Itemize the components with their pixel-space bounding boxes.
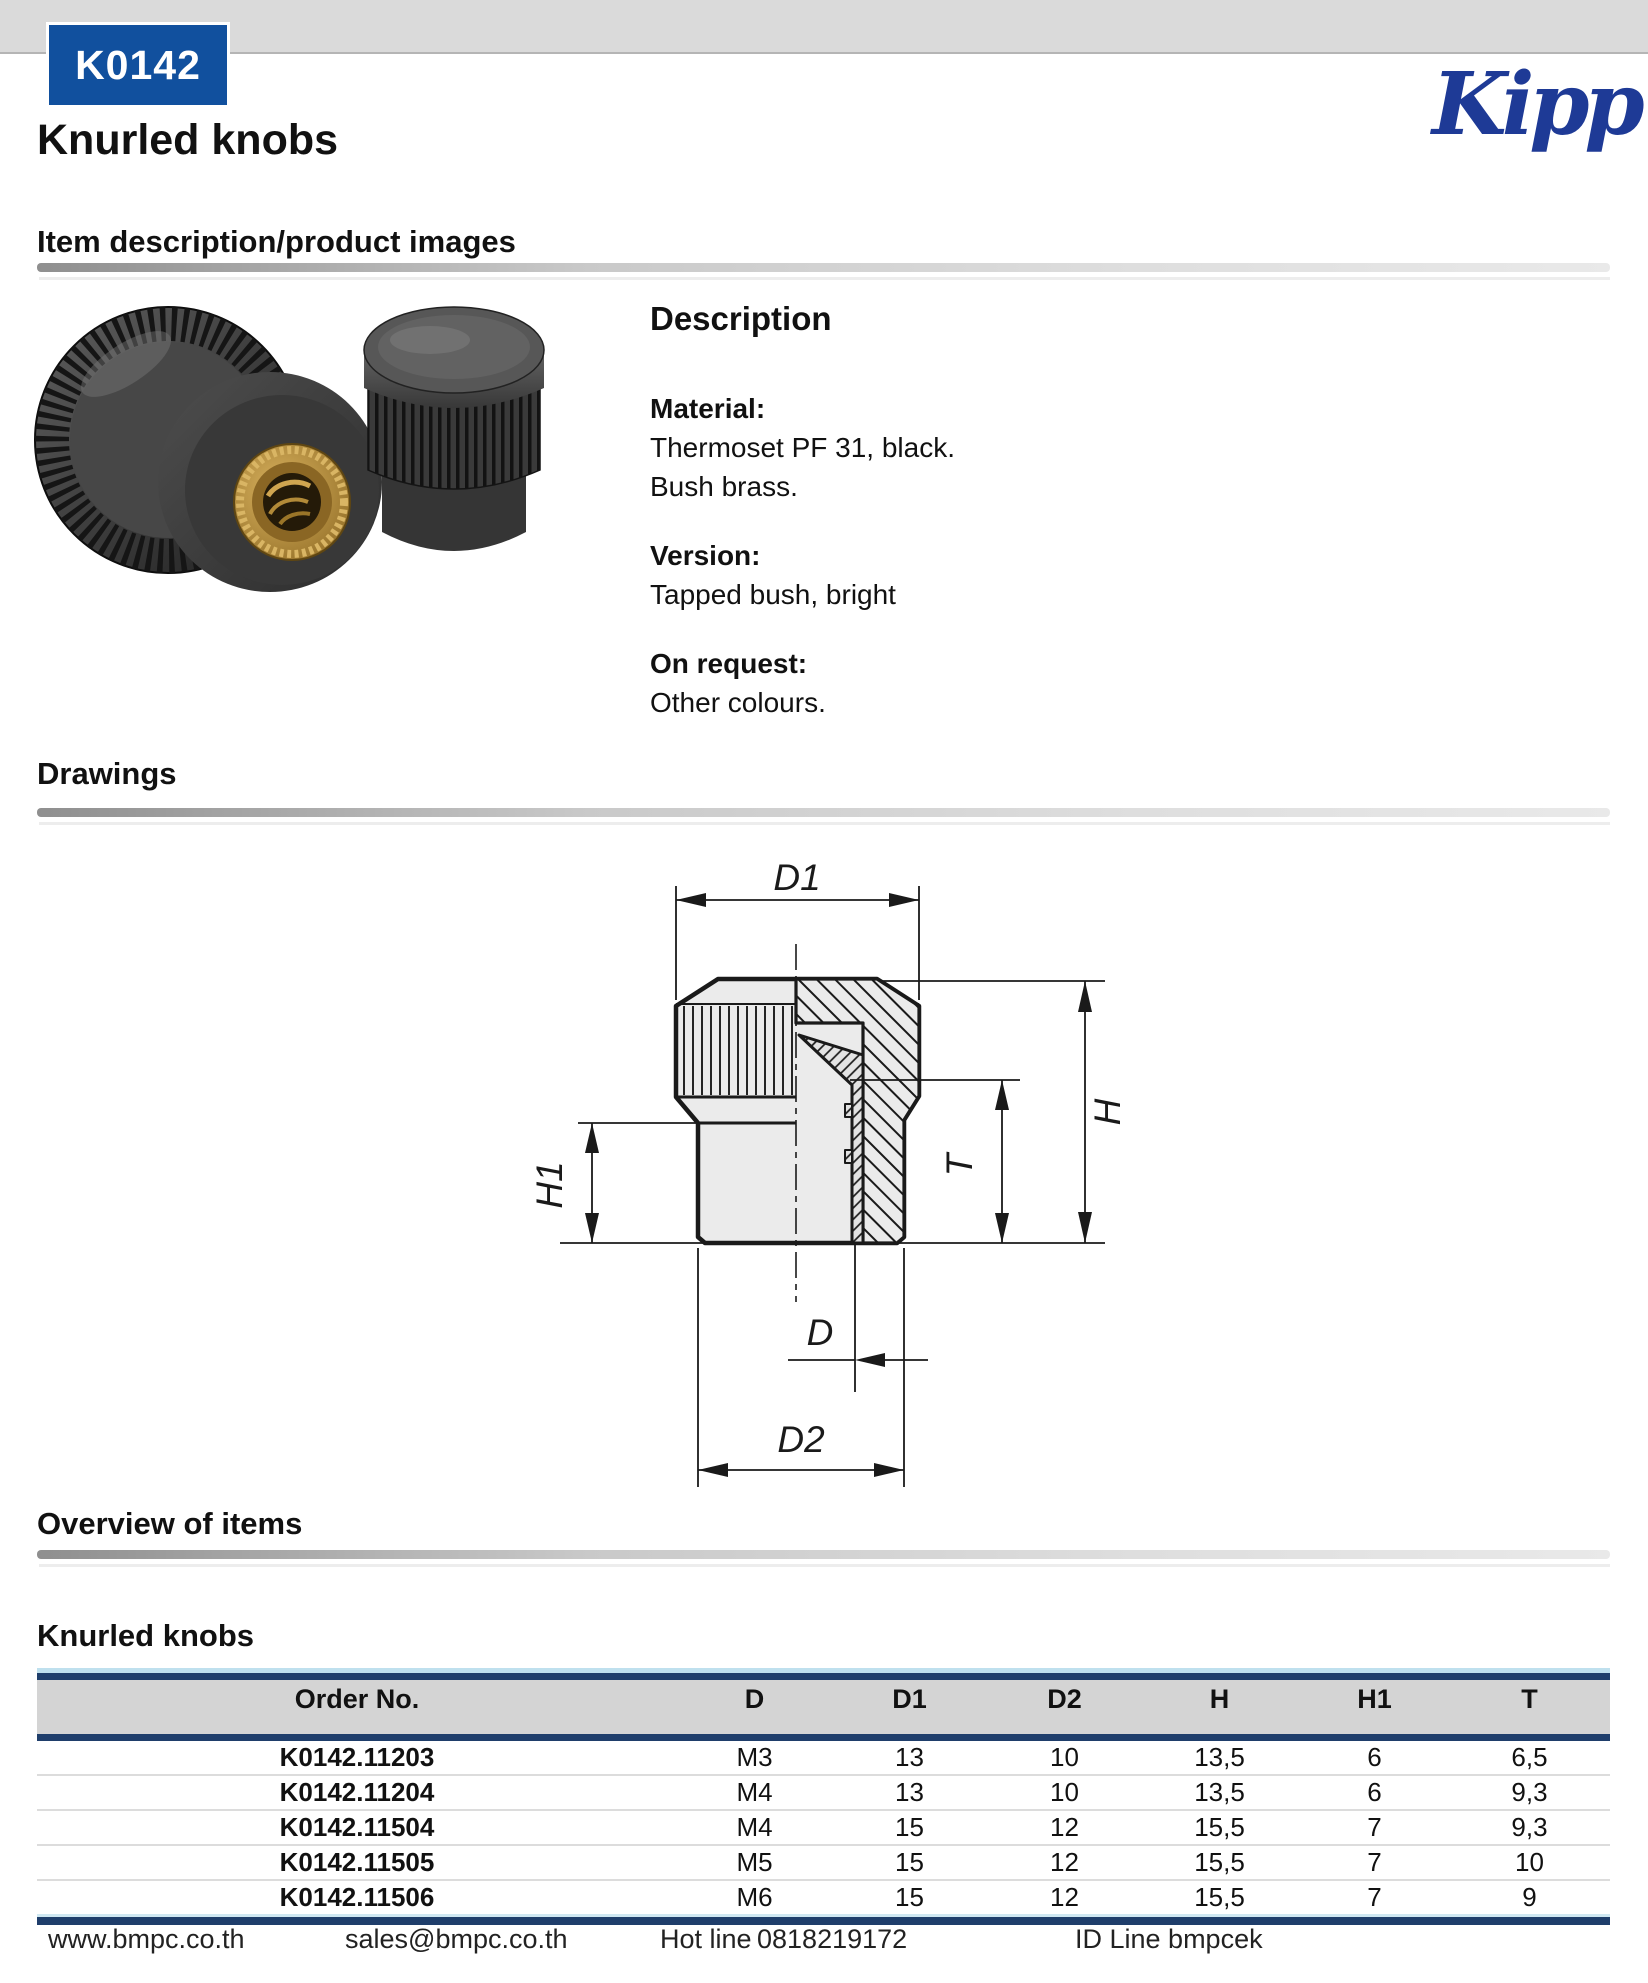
column-header: D — [744, 1684, 765, 1714]
footer-hotline-number: 0818219172 — [757, 1924, 908, 1954]
table-row — [37, 1776, 1610, 1811]
table-border-top — [37, 1673, 1610, 1680]
footer-idline: ID Line bmpcek — [1075, 1924, 1263, 1954]
value-cell: 12 — [1050, 1812, 1079, 1842]
value-cell: 7 — [1367, 1812, 1382, 1842]
value-cell: M4 — [736, 1812, 773, 1842]
value-cell: 15,5 — [1194, 1882, 1245, 1912]
value-cell: 6 — [1367, 1777, 1382, 1807]
on-request-line: Other colours. — [650, 687, 826, 718]
dim-label-d2: D2 — [777, 1419, 825, 1460]
value-cell: 12 — [1050, 1882, 1079, 1912]
table-body — [37, 1741, 1610, 1914]
value-cell: 6 — [1367, 1742, 1382, 1772]
column-header: T — [1521, 1684, 1538, 1714]
value-cell: 13 — [895, 1742, 924, 1772]
top-band — [0, 0, 1648, 54]
item-code-badge: K0142 — [46, 22, 230, 108]
order-number-cell: K0142.11203 — [279, 1742, 435, 1772]
technical-drawing — [430, 858, 1150, 1508]
value-cell: 10 — [1515, 1847, 1544, 1877]
table-row — [37, 1881, 1610, 1914]
value-cell: 15 — [895, 1847, 924, 1877]
description-heading: Description — [650, 300, 832, 337]
dim-label-h1: H1 — [529, 1161, 570, 1209]
order-number-cell: K0142.11506 — [279, 1882, 435, 1912]
table-row — [37, 1846, 1610, 1881]
order-number-cell: K0142.11204 — [279, 1777, 435, 1807]
table-header-row — [37, 1680, 1610, 1734]
value-cell: M3 — [736, 1742, 773, 1772]
material-label: Material: — [650, 393, 766, 424]
table-border-mid — [37, 1734, 1610, 1741]
on-request-label: On request: — [650, 648, 808, 679]
value-cell: 6,5 — [1511, 1742, 1548, 1772]
table-title: Knurled knobs — [37, 1618, 255, 1653]
value-cell: 13,5 — [1194, 1777, 1245, 1807]
value-cell: M4 — [736, 1777, 773, 1807]
material-line: Thermoset PF 31, black. — [650, 432, 956, 463]
value-cell: 9,3 — [1511, 1777, 1548, 1807]
value-cell: 10 — [1050, 1742, 1079, 1772]
description-block — [650, 300, 1370, 722]
table-row — [37, 1811, 1610, 1846]
order-number-cell: K0142.11504 — [279, 1812, 435, 1842]
value-cell: 7 — [1367, 1847, 1382, 1877]
product-images — [30, 292, 590, 607]
items-table — [37, 1668, 1610, 1925]
table-row — [37, 1741, 1610, 1776]
knob-photos — [30, 292, 590, 607]
section-divider — [37, 808, 1610, 817]
version-label: Version: — [650, 540, 761, 571]
value-cell: 7 — [1367, 1882, 1382, 1912]
value-cell: 12 — [1050, 1847, 1079, 1877]
value-cell: 9 — [1522, 1882, 1537, 1912]
value-cell: 15,5 — [1194, 1847, 1245, 1877]
kipp-logo: Kipp — [1432, 54, 1640, 155]
footer-hotline-label: Hot line — [660, 1924, 752, 1954]
column-header: H1 — [1357, 1684, 1392, 1714]
value-cell: 9,3 — [1511, 1812, 1548, 1842]
section-item-description: Item description/product images — [37, 224, 516, 259]
dim-label-d: D — [806, 1312, 834, 1353]
dim-label-d1: D1 — [773, 858, 821, 898]
drawing-svg — [430, 858, 1150, 1508]
value-cell: 15,5 — [1194, 1812, 1245, 1842]
footer-email-link[interactable]: sales@bmpc.co.th — [345, 1924, 568, 1954]
value-cell: 10 — [1050, 1777, 1079, 1807]
section-overview: Overview of items — [37, 1506, 303, 1541]
value-cell: 13 — [895, 1777, 924, 1807]
value-cell: 15 — [895, 1812, 924, 1842]
value-cell: M6 — [736, 1882, 773, 1912]
value-cell: 13,5 — [1194, 1742, 1245, 1772]
page-title: Knurled knobs — [37, 116, 339, 164]
value-cell: M5 — [736, 1847, 773, 1877]
material-line: Bush brass. — [650, 471, 798, 502]
column-header: H — [1209, 1684, 1230, 1714]
dim-label-t: T — [939, 1153, 980, 1177]
column-header: D2 — [1047, 1684, 1082, 1714]
version-line: Tapped bush, bright — [650, 579, 896, 610]
section-drawings: Drawings — [37, 756, 177, 791]
column-header: D1 — [892, 1684, 927, 1714]
section-divider — [37, 263, 1610, 272]
section-divider — [37, 1550, 1610, 1559]
dim-label-h: H — [1087, 1098, 1128, 1126]
knob-photo-right — [364, 307, 544, 551]
footer-website-link[interactable]: www.bmpc.co.th — [48, 1924, 245, 1954]
footer — [0, 1916, 1648, 1962]
order-number-cell: K0142.11505 — [279, 1847, 435, 1877]
knob-photo-left — [35, 307, 382, 592]
value-cell: 15 — [895, 1882, 924, 1912]
column-header: Order No. — [294, 1684, 420, 1714]
